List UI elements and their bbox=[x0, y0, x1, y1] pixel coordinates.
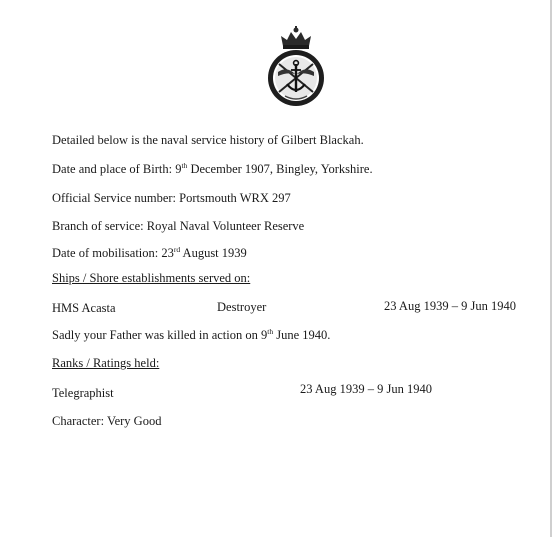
service-number-line: Official Service number: Portsmouth WRX 297 bbox=[52, 191, 291, 205]
rank-dates: 23 Aug 1939 – 9 Jun 1940 bbox=[300, 382, 432, 396]
character-line: Character: Very Good bbox=[52, 414, 162, 428]
killed-line: Sadly your Father was killed in action on 9th June 1940. bbox=[52, 326, 331, 342]
ships-heading: Ships / Shore establishments served on: bbox=[52, 271, 251, 285]
ship-type: Destroyer bbox=[217, 300, 267, 314]
naval-crest-logo bbox=[265, 26, 327, 108]
birth-line: Date and place of Birth: 9th December 1907, Bingley, Yorkshire. bbox=[52, 160, 373, 176]
branch-line: Branch of service: Royal Naval Volunteer Reserve bbox=[52, 219, 305, 233]
ranks-heading: Ranks / Ratings held: bbox=[52, 356, 160, 370]
ship-name: HMS Acasta bbox=[52, 301, 116, 315]
crown-icon bbox=[281, 26, 311, 49]
ship-dates: 23 Aug 1939 – 9 Jun 1940 bbox=[384, 299, 516, 313]
rank-name: Telegraphist bbox=[52, 386, 114, 400]
mobilisation-line: Date of mobilisation: 23rd August 1939 bbox=[52, 244, 247, 260]
intro-text: Detailed below is the naval service history of Gilbert Blackah. bbox=[52, 133, 364, 147]
